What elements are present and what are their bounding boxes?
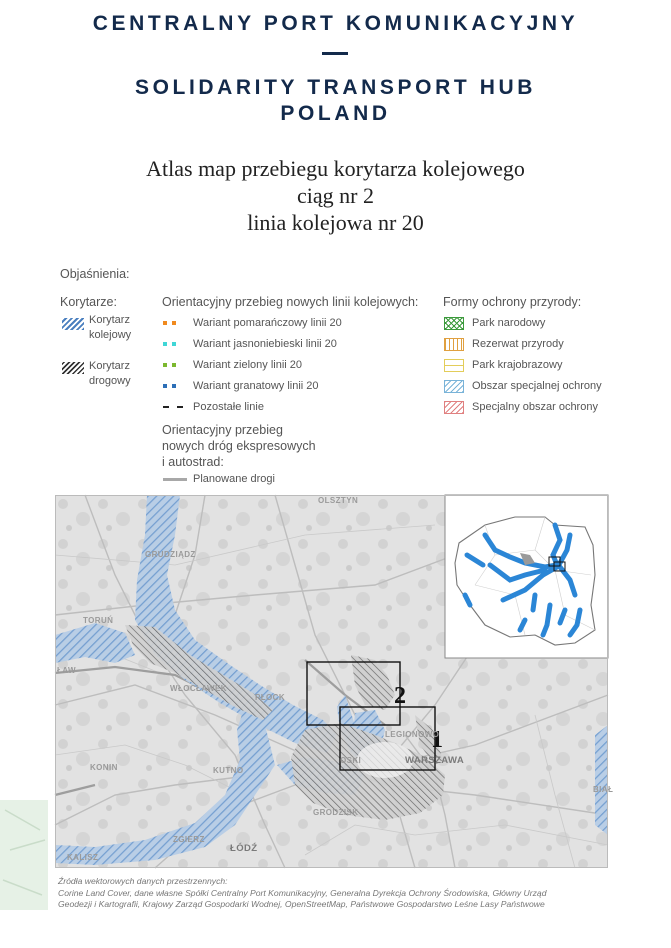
lightblue-variant-label: Wariant jasnoniebieski linii 20 — [193, 338, 337, 350]
road-corridor-swatch — [62, 362, 84, 374]
city-label-konin: KONIN — [90, 763, 118, 772]
data-sources — [58, 876, 546, 911]
sheet-2-label: 2 — [394, 683, 406, 709]
special-protection-area-label: Obszar specjalnej ochrony — [472, 380, 602, 392]
navy-variant-label: Wariant granatowy linii 20 — [193, 380, 319, 392]
navy-variant-dash — [163, 384, 167, 388]
sheet-1-label: 1 — [431, 727, 443, 753]
city-label-kutno: KUTNO — [213, 766, 244, 775]
rail-corridor-swatch — [62, 318, 84, 330]
sources-line2: Corine Land Cover, dane własne Spółki Centralny Port Komunikacyjny, Generalna Dyrekcja Ochrony Środowiska, Główny Urząd — [58, 887, 547, 898]
special-protection-area-swatch — [444, 380, 464, 393]
road-corridor-label-2: drogowy — [89, 375, 131, 387]
legend-title: Objaśnienia: — [60, 267, 130, 281]
corner-map-fragment — [0, 800, 55, 910]
navy-variant-dash — [172, 384, 176, 388]
city-label-kalisz: KALISZ — [67, 853, 99, 862]
city-label-grodzisk: GRODZISK — [313, 808, 359, 817]
legend-roads-heading-1: Orientacyjny przebieg — [162, 423, 283, 437]
atlas-title-line1: Atlas map przebiegu korytarza kolejowego — [146, 156, 525, 181]
overview-map[interactable] — [55, 495, 614, 868]
planned-roads-label: Planowane drogi — [193, 473, 275, 485]
legend-corridors-heading: Korytarze: — [60, 295, 117, 309]
orange-variant-dash — [163, 321, 167, 325]
road-corridor-label-1: Korytarz — [89, 360, 130, 372]
rail-corridor-label-1: Korytarz — [89, 314, 130, 326]
city-label-legionowo: LEGIONOWO — [385, 730, 440, 739]
nature-reserve-label: Rezerwat przyrody — [472, 338, 564, 350]
city-label-biala: BIAŁ — [593, 785, 614, 794]
orange-variant-label: Wariant pomarańczowy linii 20 — [193, 317, 342, 329]
city-label-lodz: ŁÓDŹ — [230, 843, 258, 854]
green-variant-label: Wariant zielony linii 20 — [193, 359, 303, 371]
landscape-park-swatch — [444, 359, 464, 372]
special-conservation-area-label: Specjalny obszar ochrony — [472, 401, 598, 413]
city-label-torun: TORUŃ — [83, 616, 114, 625]
inset-map-poland — [445, 495, 608, 658]
lightblue-variant-dash — [172, 342, 176, 346]
green-variant-dash — [172, 363, 176, 367]
special-conservation-area-swatch — [444, 401, 464, 414]
legend-nature-heading: Formy ochrony przyrody: — [443, 295, 582, 309]
national-park-label: Park narodowy — [472, 317, 546, 329]
city-label-wloclawek: WŁOCŁAWEK — [170, 684, 227, 693]
legend-roads-heading-2: nowych dróg ekspresowych — [162, 439, 316, 453]
city-label-zgierz: ZGIERZ — [173, 835, 205, 844]
city-label-grudziadz: GRUDZIĄDZ — [145, 550, 196, 559]
legend-roads-heading-3: i autostrad: — [162, 455, 224, 469]
sources-line1: Źródła wektorowych danych przestrzennych: — [58, 876, 228, 886]
header-title-line3: POLAND — [280, 102, 391, 125]
city-label-warszawa: WARSZAWA — [405, 755, 465, 766]
city-label-law: ŁAW — [57, 666, 76, 675]
rail-corridor-label-2: kolejowy — [89, 329, 132, 341]
orange-variant-dash — [172, 321, 176, 325]
header-title-line2: SOLIDARITY TRANSPORT HUB — [134, 76, 537, 99]
lightblue-variant-dash — [163, 342, 167, 346]
other-lines-label: Pozostałe linie — [193, 401, 264, 413]
nature-reserve-swatch — [444, 338, 464, 351]
landscape-park-label: Park krajobrazowy — [472, 359, 563, 371]
map-canvas — [55, 495, 614, 868]
city-label-olsztyn: OLSZTYN — [318, 496, 359, 505]
header-title-line1: CENTRALNY PORT KOMUNIKACYJNY — [92, 12, 579, 35]
atlas-title-line3: linia kolejowa nr 20 — [247, 210, 424, 235]
other-lines-dash — [177, 406, 183, 408]
planned-roads-swatch — [163, 478, 187, 481]
other-lines-dash — [163, 406, 169, 408]
atlas-title-line2: ciąg nr 2 — [297, 183, 374, 208]
green-variant-dash — [163, 363, 167, 367]
national-park-swatch — [444, 317, 464, 330]
city-label-oski: OSKI — [340, 756, 362, 765]
legend-rail-heading: Orientacyjny przebieg nowych linii kolejowych: — [162, 295, 419, 309]
sources-line3: Geodezji i Kartografii, Krajowy Zarząd Gospodarki Wodnej, OpenStreetMap, Państwowe Gospodarstwo Leśne Lasy Państwowe — [58, 899, 545, 909]
city-label-plock: PŁOCK — [255, 693, 285, 702]
